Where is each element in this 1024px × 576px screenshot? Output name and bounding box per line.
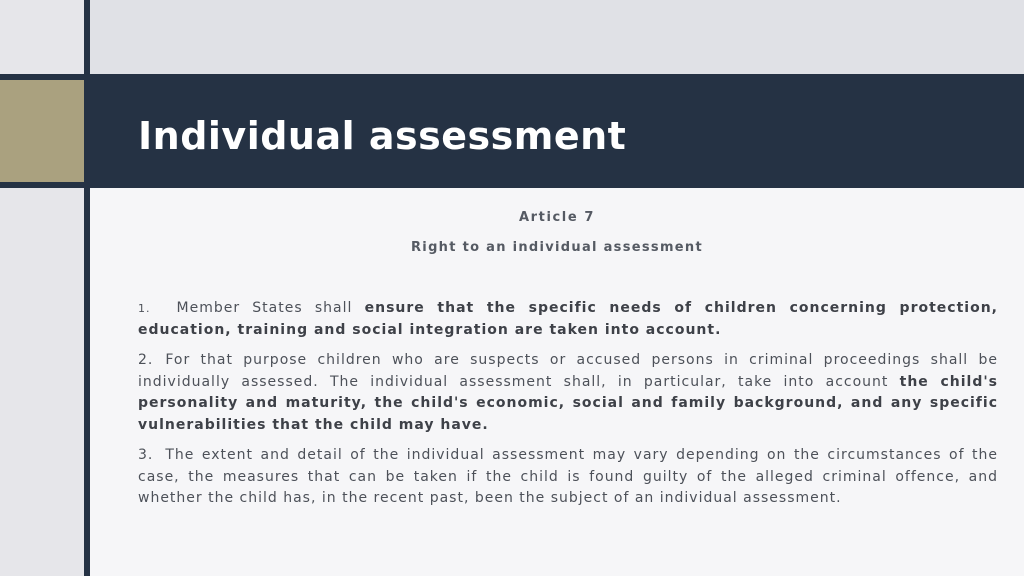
paragraph-1 — [138, 298, 998, 341]
paragraph-number: 3. — [138, 447, 154, 463]
left-column-bottom-block — [0, 188, 84, 576]
title-band — [90, 74, 1024, 188]
accent-swatch — [0, 80, 84, 182]
paragraph-emphasis: the child's personality and maturity, the child's economic, social and family background, and any specific vulnerabilities that the child may have. — [138, 373, 998, 433]
article-heading: Right to an individual assessment — [411, 240, 703, 255]
paragraph-number: 1. — [138, 302, 151, 315]
paragraph-2 — [138, 350, 998, 436]
paragraph-text: The extent and detail of the individual assessment may vary depending on the circumstances of the case, the measures that can be taken if the child is found guilty of the alleged criminal offence, and whether the child has, in the recent past, been the subject of an individual assessment. — [138, 447, 998, 506]
paragraph-number: 2. — [138, 352, 154, 368]
horizontal-divider-bottom — [0, 182, 90, 188]
left-column-top-block — [0, 0, 84, 74]
top-band — [90, 0, 1024, 74]
paragraph-list — [138, 298, 998, 519]
horizontal-divider-top — [0, 74, 90, 80]
article-number: Article 7 — [518, 210, 596, 225]
paragraph-3 — [138, 445, 998, 510]
paragraph-emphasis: ensure that the specific needs of children concerning protection, education, training and social integration are taken into account. — [138, 300, 998, 338]
content-panel — [90, 188, 1024, 576]
paragraph-text: Member States shall — [176, 300, 365, 316]
page-title: Individual assessment — [138, 114, 627, 158]
paragraph-text: For that purpose children who are suspects or accused persons in criminal proceedings shall be individually assessed. The individual assessment shall, in particular, take into account — [138, 352, 998, 390]
